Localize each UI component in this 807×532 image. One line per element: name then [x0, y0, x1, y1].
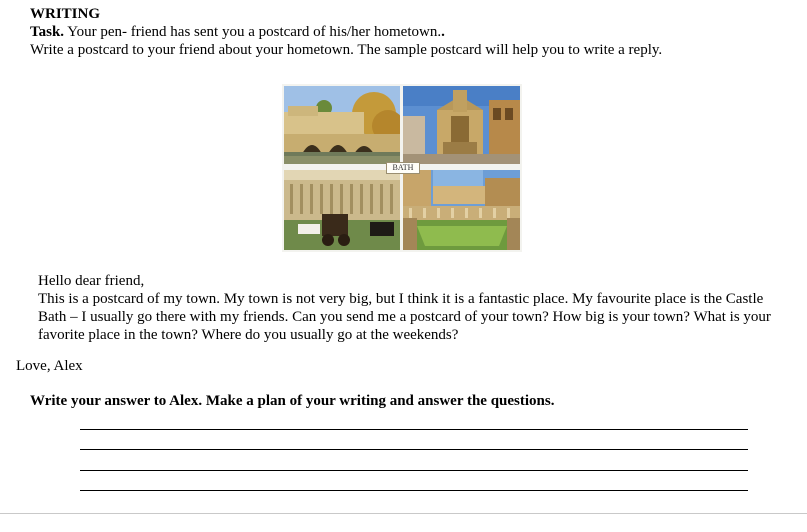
letter-greeting: Hello dear friend,: [38, 273, 145, 289]
carriage-crescent-photo: [284, 170, 400, 250]
task-statement: [30, 24, 445, 41]
task-text: Your pen- friend has sent you a postcard of his/her hometown.: [64, 24, 442, 40]
letter-signoff: Love, Alex: [16, 358, 83, 374]
abbey-photo: [403, 86, 520, 164]
postcard-label: BATH: [386, 162, 420, 174]
letter-line-3: favorite place in the town? Where do you usually go at the weekends?: [38, 327, 459, 343]
answer-line[interactable]: [80, 449, 748, 450]
task-instruction: Write a postcard to your friend about your hometown. The sample postcard will help you to write a reply.: [30, 42, 663, 58]
postcard-letter: [38, 272, 778, 344]
page-divider: [0, 513, 807, 514]
task-period: .: [441, 24, 445, 40]
answer-line[interactable]: [80, 470, 748, 471]
answer-line[interactable]: [80, 490, 748, 491]
letter-line-1: This is a postcard of my town. My town is not very big, but I think it is a fantastic place. My favourite place is the Castle: [38, 291, 764, 307]
task-label: Task.: [30, 24, 65, 40]
bridge-photo: [284, 86, 400, 164]
answer-line[interactable]: [80, 429, 748, 430]
section-title: WRITING: [30, 6, 101, 22]
postcard-image: [282, 84, 522, 252]
answer-prompt: Write your answer to Alex. Make a plan of your writing and answer the questions.: [30, 393, 555, 409]
letter-line-2: Bath – I usually go there with my friends. Can you send me a postcard of your town? How big is your town? What is your: [38, 309, 771, 325]
roman-baths-photo: [403, 170, 520, 250]
